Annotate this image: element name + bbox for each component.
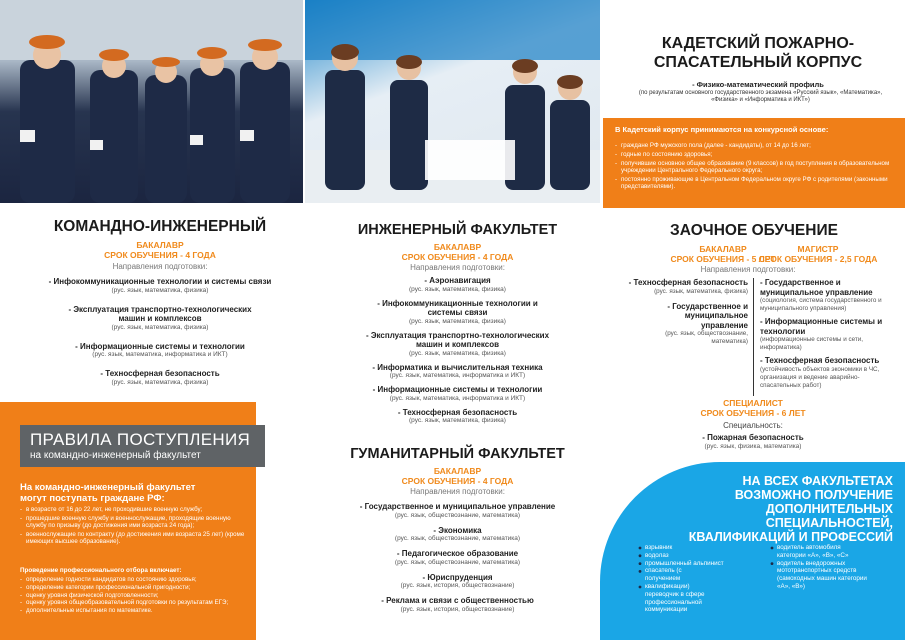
program-subjects: (рус. язык, математика, физика) [409,317,506,325]
program-name: - Информационные системы и технологии [75,341,245,351]
command-term: СРОК ОБУЧЕНИЯ - 4 ГОДА [104,250,216,260]
program-name: - Эксплуатация транспортно-технологических машин и комплексов [365,330,550,349]
program-subjects: (рус. язык, история, обществознание) [400,582,515,589]
list-item: взрывник [645,544,673,551]
list-item [320,299,595,326]
list-item: - военнослужащие по контракту (до достижения ими возраста 25 лет) (кроме имеющих высшее образование). [20,531,245,546]
program-subjects: (социология, система государственного и муниципального управления) [760,297,882,312]
program-name: - Юриспруденция [422,572,493,582]
program-name: - Техносферная безопасность [100,369,220,378]
rules-lead: На командно-инженерный факультет могут поступать граждане РФ: [20,482,196,504]
master-degree: МАГИСТР [797,244,839,254]
list-item [320,549,595,567]
students-photo [305,0,600,203]
cadets-photo [0,0,303,203]
command-directions-label: Направления подготовки: [112,262,208,271]
bullet-icon [639,586,642,589]
program-name: - Государственное и муниципальное управление [760,278,873,297]
bullet-icon [639,562,642,565]
list-item: - определение категории профессиональной пригодности; [20,584,245,591]
list-item [320,526,595,544]
cadet-title: КАДЕТСКИЙ ПОЖАРНО-СПАСАТЕЛЬНЫЙ КОРПУС [653,35,863,71]
program-name: - Информационные системы и технологии [372,385,543,394]
rules-list [20,506,245,547]
list-item: - годные по состоянию здоровья; [615,151,890,158]
list-item: промышленный альпинист [645,559,724,567]
program-subjects: (рус. язык, математика, физика) [409,417,506,424]
list-item: - оценку уровня общеобразовательной подготовки по результатам ЕГЭ; [20,599,245,606]
list-item [10,342,310,360]
program-subjects: (рус. язык, математика, физика) [654,287,748,295]
list-item [653,433,853,451]
program-subjects: (рус. язык, обществознание, математика) [394,511,521,519]
program-name: - Пожарная безопасность [702,433,804,442]
bachelor-programs [608,278,748,346]
program-subjects: (устойчивость объектов экономики в ЧС, организация и ведение аварийно-спасательных работ) [760,365,880,389]
bullet-icon [639,570,642,573]
program-subjects: (рус. язык, математика, информатика и ИКТ) [389,372,526,379]
humanities-section [320,446,595,614]
master-programs [760,278,900,390]
program-name: - Государственное и муниципальное управление [667,301,748,330]
program-name: - Эксплуатация транспортно-технологических машин и комплексов [68,304,252,323]
list-item [320,331,595,358]
program-subjects: (рус. язык, математика, физика) [409,285,506,293]
program-subjects: (рус. язык, математика, физика) [409,349,506,357]
list-item: - оценку уровня физической подготовленности; [20,592,245,599]
selection-lead: Проведение профессионального отбора включает: [20,567,182,574]
rules-title: ПРАВИЛА ПОСТУПЛЕНИЯ [30,430,251,449]
rules-box [0,402,256,640]
bullet-icon [639,547,642,550]
list-item: - дополнительные испытания по математике. [20,607,245,614]
list-item [10,277,310,295]
selection-list [20,576,245,615]
list-item [320,596,595,614]
list-item [320,363,595,381]
cadet-profile: - Физико-математический профиль [692,80,824,89]
humanities-directions-label: Направления подготовки: [410,487,505,496]
program-subjects: (рус. язык, физика, математика) [704,442,802,450]
extra-specialties-box [600,462,905,640]
list-item [760,317,900,352]
bullet-icons [638,544,778,624]
cadet-admission-box [603,118,905,208]
rules-subtitle: на командно-инженерный факультет [30,450,201,461]
distance-directions-label: Направления подготовки: [700,265,796,274]
list-item [320,385,595,403]
program-name: - Инфокоммуникационные технологии и системы связи [377,298,538,317]
list-item: спасатель (с получением квалификации) [645,567,690,590]
distance-title: ЗАОЧНОЕ ОБУЧЕНИЕ [670,222,838,239]
list-item [320,276,595,294]
cadet-conditions-list [615,142,890,192]
program-name: - Информатика и вычислительная техника [372,362,543,372]
program-subjects: (рус. язык, обществознание, математика) [665,330,748,345]
list-item: - постоянно проживающие в Центральном Федеральном округе РФ с родителями (законными представителями). [615,176,890,191]
command-section [10,218,310,387]
program-subjects: (рус. язык, история, обществознание) [400,605,515,613]
list-item: переводчик в сфере профессиональной коммуникации [645,590,705,614]
list-item: - получившие основное общее образование (9 классов) в год поступления в образовательном учреждении Центрального Федерального округа; [615,160,890,175]
program-subjects: (рус. язык, математика, информатика и ИКТ) [389,394,526,402]
program-name: - Государственное и муниципальное управление [359,502,556,511]
command-title: КОМАНДНО-ИНЖЕНЕРНЫЙ [53,218,267,235]
column-divider [753,278,754,396]
program-name: - Техносферная безопасность [397,407,518,417]
program-subjects: (рус. язык, математика, информатика и ИКТ) [92,351,228,358]
list-item [10,369,310,387]
program-subjects: (рус. язык, обществознание, математика) [394,558,521,566]
specialist-label: Специальность: [723,421,783,430]
cadet-profile-note: (по результатам основного государственного экзамена «Русский язык», «Математика», «Физика» и «Информатика и ИКТ») [638,90,883,103]
list-item [320,502,595,520]
bullet-icon [771,547,774,550]
program-subjects: (рус. язык, математика, физика) [111,286,209,294]
program-name: - Реклама и связи с общественностью [381,596,534,605]
list-item [760,278,900,313]
bullet-icon [639,554,642,557]
humanities-term: СРОК ОБУЧЕНИЯ - 4 ГОДА [401,476,514,486]
humanities-title: ГУМАНИТАРНЫЙ ФАКУЛЬТЕТ [350,446,565,462]
master-term: СРОК ОБУЧЕНИЯ - 2,5 ГОДА [758,254,878,264]
program-name: - Техносферная безопасность [760,356,880,365]
program-name: - Педагогическое образование [396,549,519,558]
list-item: - прошедшие военную службу и военнослужащие, проходящие военную службу по призыву (до достижения ими возраста 24 года); [20,515,245,530]
cadet-admission-intro: В Кадетский корпус принимаются на конкурсной основе: [615,125,829,134]
engineering-directions-label: Направления подготовки: [410,263,505,272]
list-item [608,278,748,296]
list-item: - определение годности кандидатов по состоянию здоровья; [20,576,245,583]
list-item: водитель автомобиля категории «А», «В», «С» [777,544,849,559]
program-subjects: (рус. язык, математика, физика) [111,323,209,331]
program-subjects: (рус. язык, обществознание, математика) [394,535,521,542]
rules-title-plate [20,425,265,467]
engineering-section [320,222,595,425]
list-item [760,356,900,390]
program-subjects: (рус. язык, математика, физика) [111,378,209,386]
command-degree: БАКАЛАВР [136,240,184,250]
program-name: - Техносферная безопасность [628,278,748,287]
list-item: - в возрасте от 16 до 22 лет, не проходившие военную службу; [20,506,245,513]
program-name: - Экономика [433,525,482,535]
program-name: - Аэронавигация [424,276,491,285]
list-item [10,305,310,332]
list-item [608,302,748,347]
specialist-degree: СПЕЦИАЛИСТ [723,398,783,408]
engineering-title: ИНЖЕНЕРНЫЙ ФАКУЛЬТЕТ [357,222,558,238]
program-name: - Информационные системы и технологии [760,317,883,336]
program-name: - Инфокоммуникационные технологии и системы связи [48,277,272,286]
bullet-icon [771,562,774,565]
list-item: - граждане РФ мужского пола (далее - кандидаты), от 14 до 16 лет; [615,142,890,149]
distance-section [603,222,905,452]
humanities-degree: БАКАЛАВР [433,466,482,476]
list-item [320,408,595,426]
bachelor-degree: БАКАЛАВР [699,244,747,254]
engineering-degree: БАКАЛАВР [433,242,482,252]
specialist-term: СРОК ОБУЧЕНИЯ - 6 ЛЕТ [700,408,806,418]
engineering-term: СРОК ОБУЧЕНИЯ - 4 ГОДА [401,252,514,262]
extra-right-list [770,544,890,591]
program-subjects: (информационные системы и сети, информатика) [760,336,864,351]
bachelor-term: СРОК ОБУЧЕНИЯ - 5 ЛЕТ [670,254,776,264]
extra-title: НА ВСЕХ ФАКУЛЬТЕТАХ ВОЗМОЖНО ПОЛУЧЕНИЕ ДОПОЛНИТЕЛЬНЫХ СПЕЦИАЛЬНОСТЕЙ, КВАЛИФИКАЦИЙ И ПРОФЕССИЙ [688,474,893,544]
list-item: водитель внедорожных мототранспортных средств (самоходных машин категории «А», «В») [777,559,867,590]
list-item: водолаз [645,551,669,559]
list-item [320,573,595,591]
